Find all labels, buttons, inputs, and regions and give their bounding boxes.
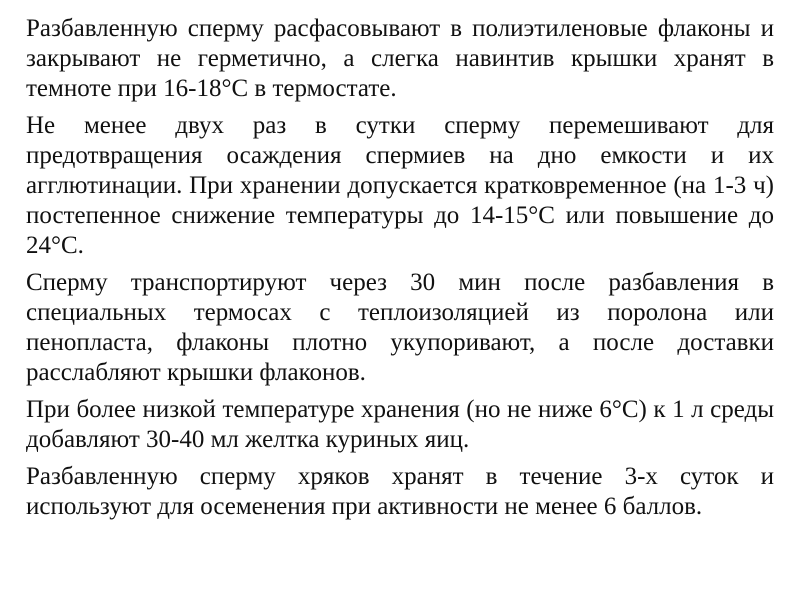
paragraph-transport: Сперму транспортируют через 30 мин после разбавления в специальных термосах с теплоизоляцией из поролона или пенопласта, флаконы плотно укупоривают, а после доставки расслабляют крышки флаконов.: [26, 269, 774, 386]
slide-body-text: [26, 14, 774, 529]
paragraph-storage: Разбавленную сперму расфасовывают в полиэтиленовые флаконы и закрывают не герметично, а слегка навинтив крышки хранят в темноте при 16-18°С в термостате.: [26, 15, 774, 102]
paragraph-mixing: Не менее двух раз в сутки сперму перемешивают для предотвращения осаждения спермиев на дно емкости и их агглютинации. При хранении допускается кратковременное (на 1-3 ч) постепенное снижение температуры до 14-15°С или повышение до 24°С.: [26, 112, 774, 259]
paragraph-low-temperature: При более низкой температуре хранения (но не ниже 6°С) к 1 л среды добавляют 30-40 мл желтка куриных яиц.: [26, 396, 774, 453]
paragraph-boar-semen: Разбавленную сперму хряков хранят в течение 3-х суток и используют для осеменения при активности не менее 6 баллов.: [26, 463, 774, 520]
